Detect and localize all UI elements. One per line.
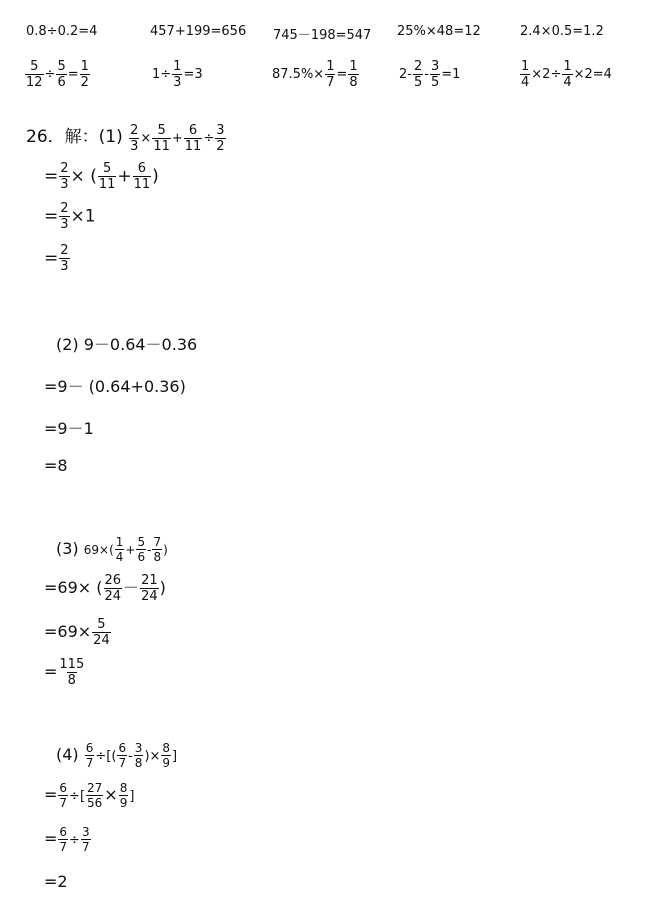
denominator: 12 — [26, 75, 43, 90]
paren: ] — [172, 749, 178, 764]
numerator: 1 — [173, 59, 182, 74]
denominator: 11 — [153, 139, 170, 154]
numerator: 2 — [60, 161, 69, 176]
denominator: 3 — [60, 217, 69, 232]
numerator: 3 — [216, 123, 225, 138]
denominator: 4 — [115, 550, 124, 564]
numerator: 1 — [349, 59, 358, 74]
operator: ÷ — [44, 67, 56, 82]
denominator: 3 — [173, 75, 182, 90]
numerator: 2 — [60, 201, 69, 216]
denominator: 5 — [430, 75, 440, 90]
equals: = — [67, 67, 79, 82]
numerator: 21 — [141, 573, 158, 588]
denominator: 8 — [349, 75, 358, 90]
paren: ] — [129, 789, 135, 804]
problem-label: (3) — [56, 539, 79, 558]
text: 87.5%× — [272, 67, 325, 82]
operator: + — [171, 131, 183, 146]
denominator: 3 — [60, 259, 69, 274]
operator: - — [424, 67, 429, 82]
numerator: 7 — [153, 535, 162, 549]
operator: ÷[ — [69, 789, 86, 804]
numerator: 2 — [60, 243, 69, 258]
step-3-2 — [44, 618, 112, 647]
operator: － — [123, 578, 140, 597]
numerator: 26 — [104, 573, 122, 588]
text: 1÷ — [152, 67, 172, 82]
denominator: 8 — [134, 756, 143, 770]
denominator: 24 — [104, 589, 122, 604]
oral-calc-2: 457+199=656 — [150, 24, 247, 39]
paren: ) — [163, 543, 168, 557]
oral-calc-7 — [152, 60, 203, 89]
numerator: 27 — [87, 781, 103, 795]
operator: ÷[( — [95, 749, 117, 764]
denominator: 8 — [67, 673, 76, 688]
step-1-1 — [44, 162, 159, 191]
paren: ) — [152, 166, 159, 187]
text: 2- — [399, 67, 412, 82]
numerator: 3 — [81, 825, 90, 839]
numerator: 5 — [57, 59, 66, 74]
denominator: 2 — [216, 139, 225, 154]
oral-calc-10 — [519, 60, 612, 89]
step-4-3: =2 — [44, 872, 68, 891]
step-4-1 — [44, 782, 134, 809]
denominator: 11 — [184, 139, 202, 154]
operator: + — [117, 166, 132, 187]
denominator: 7 — [81, 840, 90, 854]
problem-2: (2) 9－0.64－0.36 — [56, 335, 198, 354]
equals: = — [44, 662, 58, 681]
numerator: 1 — [521, 59, 530, 74]
numerator: 1 — [80, 59, 89, 74]
step-1-3 — [44, 244, 71, 273]
numerator: 2 — [413, 59, 423, 74]
equals: = — [336, 67, 348, 82]
oral-calc-9 — [399, 60, 460, 89]
denominator: 24 — [141, 589, 158, 604]
operator: ÷ — [69, 833, 80, 848]
problem-3 — [56, 536, 168, 563]
step-2-2: =9－1 — [44, 419, 94, 438]
denominator: 7 — [326, 75, 335, 90]
denominator: 6 — [57, 75, 66, 90]
numerator: 6 — [188, 123, 198, 138]
text: 69×( — [83, 543, 114, 557]
denominator: 56 — [87, 796, 103, 810]
oral-calc-4: 25%×48=12 — [397, 24, 481, 39]
numerator: 1 — [563, 59, 572, 74]
denominator: 4 — [521, 75, 530, 90]
problem-26-heading — [26, 122, 227, 153]
numerator: 6 — [59, 825, 68, 839]
equals: = — [44, 829, 58, 848]
numerator: 5 — [137, 535, 146, 549]
operator: × — [140, 131, 152, 146]
numerator: 6 — [85, 741, 94, 755]
numerator: 8 — [119, 781, 128, 795]
numerator: 115 — [59, 657, 85, 672]
denominator: 5 — [413, 75, 423, 90]
problem-label: (4) — [56, 745, 79, 764]
step-3-1 — [44, 574, 166, 603]
denominator: 4 — [563, 75, 572, 90]
paren: ( — [90, 166, 97, 187]
numerator: 8 — [162, 741, 171, 755]
numerator: 6 — [118, 741, 127, 755]
denominator: 3 — [130, 139, 139, 154]
equals: = — [44, 248, 59, 269]
oral-calc-1: 0.8÷0.2=4 — [26, 24, 98, 39]
denominator: 11 — [133, 177, 151, 192]
text: ×1 — [70, 206, 96, 227]
oral-calc-6 — [24, 60, 91, 89]
operator: ÷ — [203, 131, 215, 146]
denominator: 6 — [137, 550, 146, 564]
oral-calc-5: 2.4×0.5=1.2 — [520, 24, 604, 39]
numerator: 5 — [30, 59, 39, 74]
denominator: 2 — [80, 75, 89, 90]
text: =69× ( — [44, 578, 103, 597]
numerator: 1 — [326, 59, 335, 74]
operator: × — [104, 785, 118, 804]
denominator: 8 — [153, 550, 162, 564]
denominator: 3 — [60, 177, 69, 192]
numerator: 6 — [137, 161, 147, 176]
operator: )× — [144, 749, 161, 764]
denominator: 9 — [119, 796, 128, 810]
numerator: 5 — [102, 161, 112, 176]
numerator: 3 — [430, 59, 440, 74]
operator: - — [147, 543, 152, 557]
numerator: 3 — [134, 741, 143, 755]
oral-calc-8 — [272, 60, 360, 89]
paren: ) — [159, 578, 166, 597]
step-2-3: =8 — [44, 456, 68, 475]
text: ×2=4 — [573, 67, 612, 82]
numerator: 5 — [157, 123, 166, 138]
denominator: 7 — [59, 796, 68, 810]
denominator: 7 — [59, 840, 68, 854]
step-2-1: =9－ (0.64+0.36) — [44, 377, 186, 396]
problem-label: 26．解：(1) — [26, 127, 123, 147]
numerator: 1 — [115, 535, 124, 549]
numerator: 2 — [130, 123, 139, 138]
step-3-3 — [44, 658, 86, 687]
equals: = — [44, 206, 59, 227]
denominator: 7 — [118, 756, 127, 770]
problem-4 — [56, 742, 177, 769]
denominator: 7 — [85, 756, 94, 770]
step-4-2 — [44, 826, 92, 853]
text: ×2÷ — [531, 67, 562, 82]
operator: - — [128, 749, 133, 764]
denominator: 11 — [98, 177, 116, 192]
equals: = — [44, 785, 58, 804]
denominator: 9 — [162, 756, 171, 770]
denominator: 24 — [93, 633, 110, 648]
numerator: 5 — [97, 617, 106, 632]
step-1-2 — [44, 202, 96, 231]
oral-calc-3: 745－198=547 — [273, 28, 372, 43]
text: =69× — [44, 622, 92, 641]
operator: × — [70, 166, 85, 187]
text: =1 — [441, 67, 461, 82]
text: =3 — [183, 67, 203, 82]
numerator: 6 — [59, 781, 68, 795]
operator: + — [125, 543, 136, 557]
equals: = — [44, 166, 59, 187]
